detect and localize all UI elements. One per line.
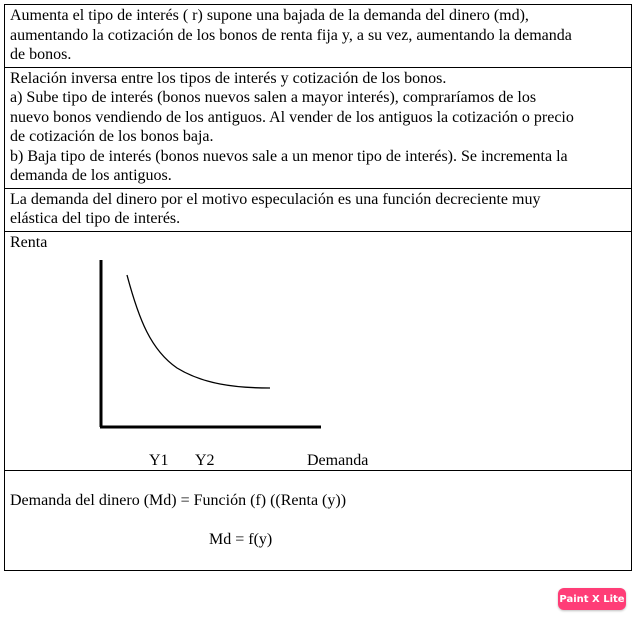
demand-curve [127, 275, 270, 388]
text-line: de bonos. [10, 46, 72, 63]
row-demand-graph [4, 231, 632, 470]
formula-line: Demanda del dinero (Md) = Función (f) ((Renta (y)) [10, 491, 347, 509]
text-line: aumentando la cotización de los bonos de renta fija y, a su vez, aumentando la demanda [10, 26, 572, 44]
row-interest-rate-effect [4, 4, 632, 67]
text-line: a) Sube tipo de interés (bonos nuevos salen a mayor interés), compraríamos de los [10, 89, 537, 106]
formula-line: Md = f(y) [209, 530, 273, 548]
text-line: La demanda del dinero por el motivo especulación es una función decreciente muy [10, 190, 541, 208]
text-line: Aumenta el tipo de interés ( r) supone una bajada de la demanda del dinero (md), [10, 7, 529, 24]
x-label-y1: Y1 [149, 451, 169, 469]
text-line: elástica del tipo de interés. [10, 210, 181, 227]
text-line: nuevo bonos vendiendo de los antiguos. Al vender de los antiguos la cotización o precio [10, 108, 574, 126]
graph-y-axis-label: Renta [10, 233, 48, 251]
row-inverse-relation [4, 67, 632, 188]
text-line: Relación inversa entre los tipos de interés y cotización de los bonos. [10, 69, 447, 87]
paint-x-lite-badge[interactable]: Paint X Lite [558, 588, 626, 610]
text-line: demanda de los antiguos. [10, 167, 172, 184]
x-axis-label: Demanda [307, 451, 369, 469]
row-formula [4, 470, 632, 571]
text-line: b) Baja tipo de interés (bonos nuevos sale a un menor tipo de interés). Se incrementa la [10, 147, 568, 165]
document-table [4, 4, 632, 571]
row-speculation-motive [4, 188, 632, 231]
text-line: de cotización de los bonos baja. [10, 128, 214, 145]
x-label-y2: Y2 [195, 451, 215, 469]
demand-curve-diagram [5, 232, 631, 471]
